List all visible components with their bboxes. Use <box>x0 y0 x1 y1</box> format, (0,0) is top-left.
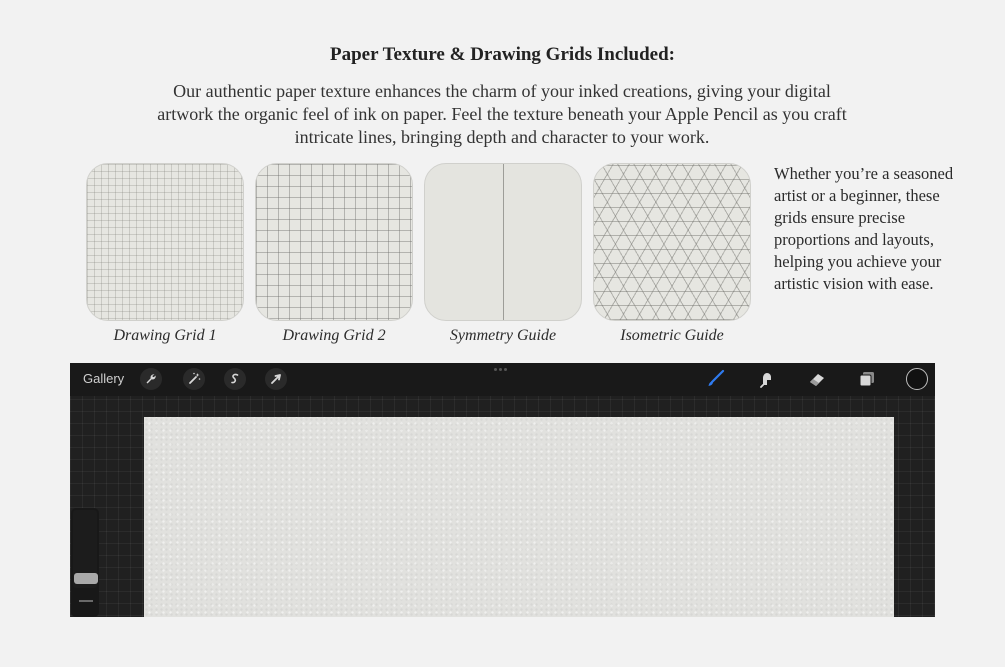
smudge-icon[interactable] <box>754 367 778 391</box>
isometric-guide-image <box>593 163 751 321</box>
paper-canvas[interactable] <box>144 417 894 617</box>
modify-button[interactable] <box>79 600 93 602</box>
tile-caption: Symmetry Guide <box>449 327 557 344</box>
symmetry-guide-image <box>424 163 582 321</box>
drawing-grid-1-image <box>86 163 244 321</box>
intro-paragraph: Our authentic paper texture enhances the charm of your inked creations, giving your digital artwork the organic feel of ink on paper. Feel the texture beneath your Apple Pencil as you craft intricate lines, bringing depth and character to your work. <box>157 81 847 147</box>
tile-isometric-guide <box>593 163 751 345</box>
layers-icon[interactable] <box>855 367 879 391</box>
tile-caption: Drawing Grid 2 <box>282 327 386 344</box>
color-picker-button[interactable] <box>906 368 928 390</box>
tile-drawing-grid-1 <box>86 163 244 345</box>
wrench-icon[interactable] <box>140 368 162 390</box>
symmetry-axis-line <box>503 164 504 320</box>
tile-caption: Isometric Guide <box>620 327 724 344</box>
selection-icon[interactable] <box>224 368 246 390</box>
side-panel <box>71 508 99 617</box>
grid-tiles <box>86 163 756 353</box>
tile-drawing-grid-2 <box>255 163 413 345</box>
tile-caption: Drawing Grid 1 <box>113 327 217 344</box>
tile-symmetry-guide <box>424 163 582 345</box>
magic-wand-icon[interactable] <box>183 368 205 390</box>
drag-handle[interactable] <box>494 368 510 374</box>
aside-paragraph: Whether you’re a seasoned artist or a beginner, these grids ensure precise proportions and layouts, helping you achieve your artistic vision with ease. <box>774 164 954 293</box>
page-heading: Paper Texture & Drawing Grids Included: <box>329 44 675 65</box>
top-toolbar <box>70 363 935 396</box>
eraser-icon[interactable] <box>805 367 829 391</box>
brush-size-thumb[interactable] <box>74 573 98 584</box>
brush-icon[interactable] <box>703 367 727 391</box>
gallery-button[interactable]: Gallery <box>83 371 125 386</box>
drawing-grid-2-image <box>255 163 413 321</box>
transform-arrow-icon[interactable] <box>265 368 287 390</box>
procreate-app-screenshot <box>70 363 935 617</box>
brush-size-slider[interactable] <box>73 510 97 588</box>
